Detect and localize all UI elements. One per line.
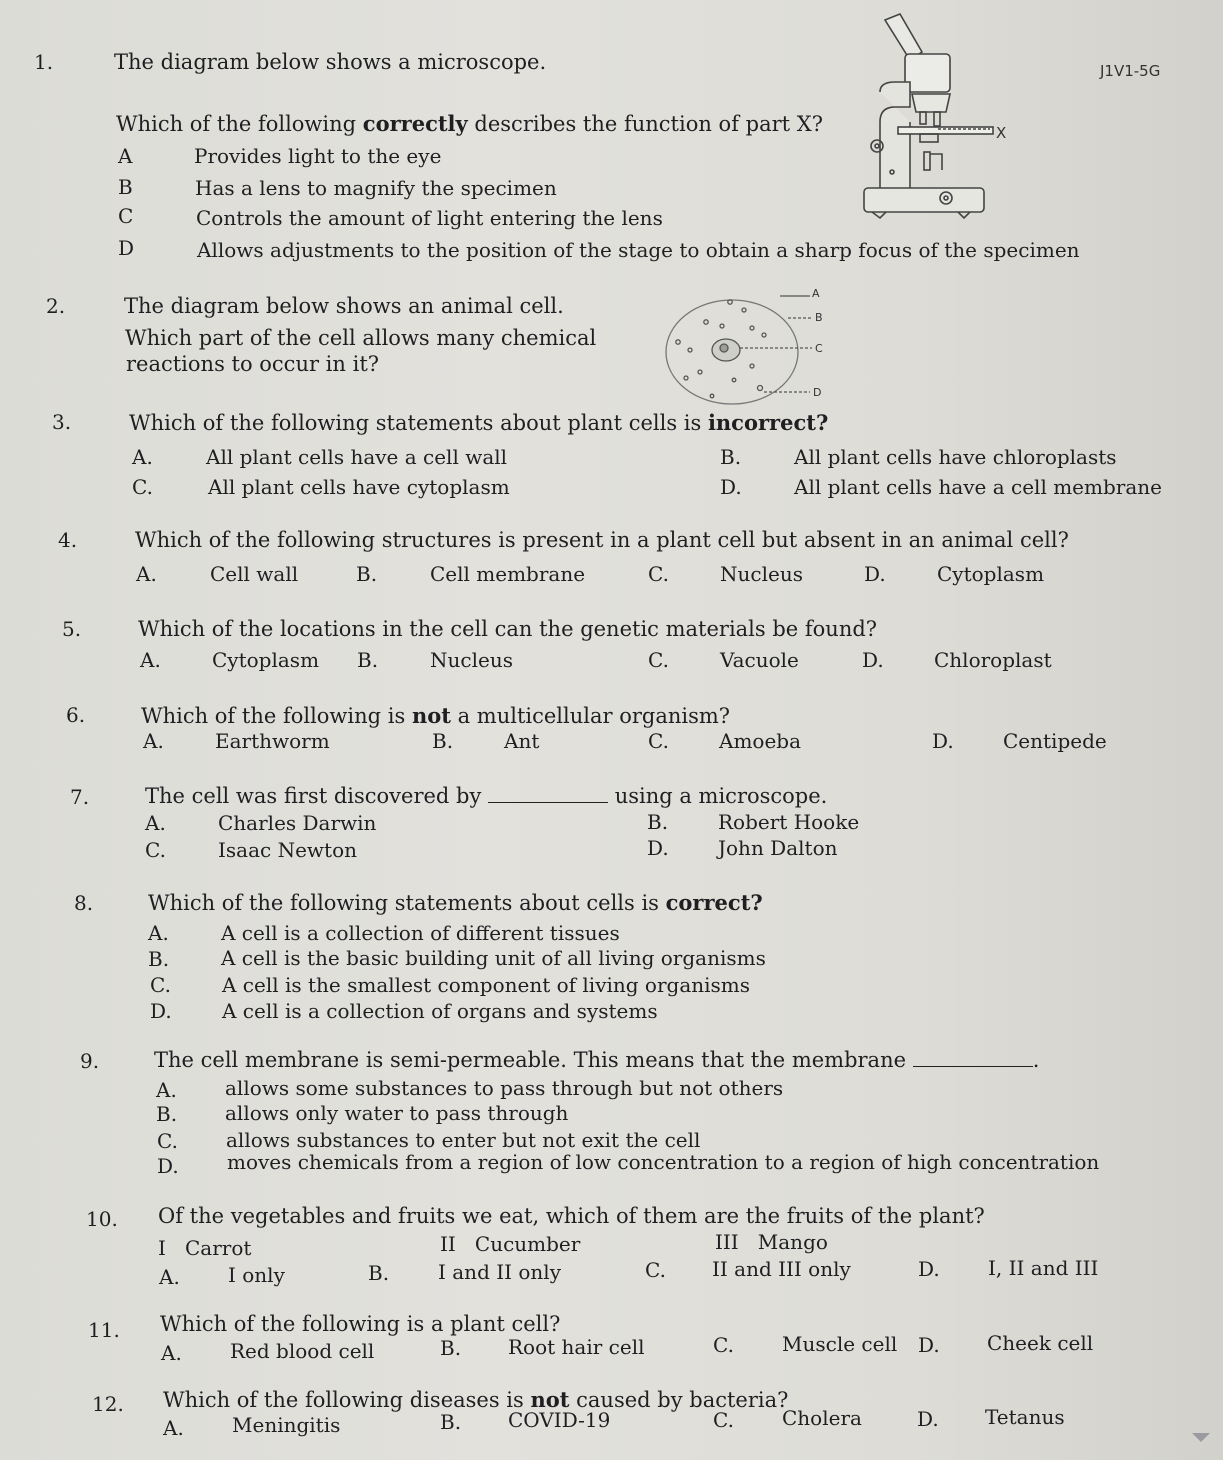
option-letter: A. <box>143 729 164 753</box>
question-number: 8. <box>74 891 94 915</box>
question-text: Which part of the cell allows many chemical <box>125 326 597 350</box>
option-text[interactable]: Robert Hooke <box>718 810 860 834</box>
option-letter: B. <box>720 445 742 469</box>
question-text: The cell membrane is semi-permeable. This means that the membrane . <box>154 1048 1040 1072</box>
question-text: Which of the following statements about cells is correct? <box>148 890 763 915</box>
option-text[interactable]: Red blood cell <box>230 1339 375 1363</box>
option-letter: A. <box>161 1341 182 1365</box>
option-text[interactable]: All plant cells have a cell wall <box>206 445 508 469</box>
option-letter: D. <box>918 1333 940 1357</box>
option-letter: B. <box>148 947 170 971</box>
animal-cell-diagram <box>660 288 830 413</box>
option-text[interactable]: allows only water to pass through <box>225 1101 569 1125</box>
option-text[interactable]: A cell is a collection of different tissues <box>221 921 620 945</box>
option-letter: D. <box>157 1154 179 1178</box>
question-text: Which of the following correctly describes the function of part X? <box>116 111 823 136</box>
option-letter: A. <box>156 1078 177 1102</box>
question-text: reactions to occur in it? <box>126 352 380 376</box>
option-letter: A. <box>159 1265 180 1289</box>
option-letter: B. <box>432 729 454 753</box>
option-text[interactable]: Cytoplasm <box>937 562 1045 586</box>
question-number: 3. <box>52 410 72 434</box>
diagram-label-x: X <box>996 124 1007 142</box>
option-text[interactable]: Cheek cell <box>987 1331 1094 1355</box>
option-letter: A. <box>145 811 166 835</box>
paper-code: J1V1-5G <box>1100 62 1161 80</box>
option-letter: C. <box>132 475 153 499</box>
option-text[interactable]: Charles Darwin <box>218 811 377 835</box>
option-letter: D. <box>150 999 172 1023</box>
option-letter: D. <box>862 648 884 672</box>
option-letter: C. <box>145 838 166 862</box>
option-text[interactable]: Root hair cell <box>508 1335 645 1359</box>
option-letter: B. <box>368 1261 390 1285</box>
question-text: The diagram below shows a microscope. <box>114 50 547 74</box>
question-number: 7. <box>70 785 90 809</box>
option-text[interactable]: A cell is the smallest component of living organisms <box>222 973 751 997</box>
option-text[interactable]: A cell is a collection of organs and systems <box>222 999 658 1023</box>
option-letter: A <box>118 144 133 168</box>
list-item: III Mango <box>715 1230 828 1254</box>
option-text[interactable]: Nucleus <box>430 648 513 672</box>
option-letter: A. <box>163 1416 184 1440</box>
option-text[interactable]: Cell wall <box>210 562 299 586</box>
option-text[interactable]: Allows adjustments to the position of the stage to obtain a sharp focus of the specimen <box>197 238 1080 262</box>
scroll-down-icon[interactable] <box>1188 1424 1214 1450</box>
list-item: II Cucumber <box>440 1232 581 1256</box>
option-text[interactable]: moves chemicals from a region of low concentration to a region of high concentration <box>227 1150 1100 1174</box>
question-number: 12. <box>92 1392 124 1416</box>
option-letter: D <box>118 236 135 260</box>
option-text[interactable]: Controls the amount of light entering the lens <box>196 206 663 230</box>
option-text[interactable]: A cell is the basic building unit of all living organisms <box>221 946 766 970</box>
option-text[interactable]: Ant <box>504 729 540 753</box>
option-text[interactable]: Centipede <box>1003 729 1107 753</box>
option-letter: A. <box>132 445 153 469</box>
option-text[interactable]: Chloroplast <box>934 648 1052 672</box>
diagram-label-c: C <box>815 342 823 355</box>
option-letter: C. <box>645 1258 666 1282</box>
option-letter: C. <box>648 729 669 753</box>
option-letter: C. <box>648 562 669 586</box>
diagram-label-a: A <box>812 287 820 300</box>
question-number: 10. <box>86 1207 118 1231</box>
question-number: 1. <box>34 50 54 74</box>
option-text[interactable]: Cell membrane <box>430 562 586 586</box>
option-letter: B. <box>440 1336 462 1360</box>
question-number: 5. <box>62 617 82 641</box>
option-letter: D. <box>647 836 669 860</box>
option-text[interactable]: Isaac Newton <box>218 838 357 862</box>
option-letter: D. <box>720 475 742 499</box>
answer-blank[interactable] <box>913 1052 1033 1067</box>
diagram-label-b: B <box>815 311 823 324</box>
option-text[interactable]: allows substances to enter but not exit the cell <box>226 1128 701 1152</box>
option-text[interactable]: Provides light to the eye <box>194 144 442 168</box>
option-text[interactable]: Amoeba <box>719 729 802 753</box>
option-letter: D. <box>864 562 886 586</box>
option-letter: C. <box>713 1408 734 1432</box>
list-item: I Carrot <box>158 1236 252 1260</box>
option-text[interactable]: Cholera <box>782 1406 862 1430</box>
option-text[interactable]: II and III only <box>712 1257 851 1281</box>
option-text[interactable]: Nucleus <box>720 562 803 586</box>
question-number: 2. <box>46 294 66 318</box>
option-letter: D. <box>932 729 954 753</box>
option-letter: A. <box>148 921 169 945</box>
option-letter: D. <box>917 1407 939 1431</box>
option-text[interactable]: COVID-19 <box>508 1408 611 1432</box>
question-text: Which of the following diseases is not caused by bacteria? <box>163 1387 789 1412</box>
option-text[interactable]: I and II only <box>438 1260 561 1284</box>
option-letter: B. <box>647 810 669 834</box>
option-letter: A. <box>140 648 161 672</box>
option-letter: C. <box>157 1129 178 1153</box>
question-text: Which of the locations in the cell can the genetic materials be found? <box>138 617 878 641</box>
option-text[interactable]: allows some substances to pass through but not others <box>225 1076 784 1100</box>
option-text[interactable]: Earthworm <box>215 729 330 753</box>
option-letter: C <box>118 204 134 228</box>
option-letter: C. <box>150 973 171 997</box>
question-text: Which of the following is a plant cell? <box>160 1312 561 1336</box>
option-text[interactable]: All plant cells have chloroplasts <box>794 445 1117 469</box>
question-text: Which of the following structures is present in a plant cell but absent in an animal cell? <box>135 528 1069 552</box>
question-text: Which of the following statements about plant cells is incorrect? <box>129 410 829 435</box>
option-text[interactable]: Tetanus <box>985 1405 1065 1429</box>
option-text[interactable]: I only <box>228 1263 285 1287</box>
option-letter: A. <box>136 562 157 586</box>
option-text[interactable]: John Dalton <box>718 836 838 860</box>
option-letter: C. <box>648 648 669 672</box>
option-text[interactable]: Meningitis <box>232 1413 341 1437</box>
option-text[interactable]: I, II and III <box>988 1256 1099 1280</box>
question-number: 11. <box>88 1318 120 1342</box>
option-letter: B. <box>440 1410 462 1434</box>
answer-blank[interactable] <box>488 788 608 803</box>
question-text: Which of the following is not a multicellular organism? <box>141 703 731 728</box>
question-number: 9. <box>80 1049 100 1073</box>
option-text[interactable]: Cytoplasm <box>212 648 320 672</box>
option-letter: B. <box>357 648 379 672</box>
question-number: 6. <box>66 703 86 727</box>
question-text: Of the vegetables and fruits we eat, which of them are the fruits of the plant? <box>158 1204 985 1228</box>
option-letter: D. <box>918 1257 940 1281</box>
option-letter: B <box>118 175 133 199</box>
question-text: The diagram below shows an animal cell. <box>124 294 564 318</box>
option-text[interactable]: Muscle cell <box>782 1332 898 1356</box>
option-letter: B. <box>356 562 378 586</box>
option-text[interactable]: All plant cells have a cell membrane <box>794 475 1162 499</box>
microscope-diagram <box>850 12 1030 222</box>
option-text[interactable]: All plant cells have cytoplasm <box>208 475 510 499</box>
question-text: The cell was first discovered by using a microscope. <box>145 784 828 808</box>
diagram-label-d: D <box>813 386 822 399</box>
option-letter: C. <box>713 1333 734 1357</box>
option-text[interactable]: Vacuole <box>720 648 799 672</box>
option-text[interactable]: Has a lens to magnify the specimen <box>195 176 557 200</box>
option-letter: B. <box>156 1102 178 1126</box>
question-number: 4. <box>58 528 78 552</box>
